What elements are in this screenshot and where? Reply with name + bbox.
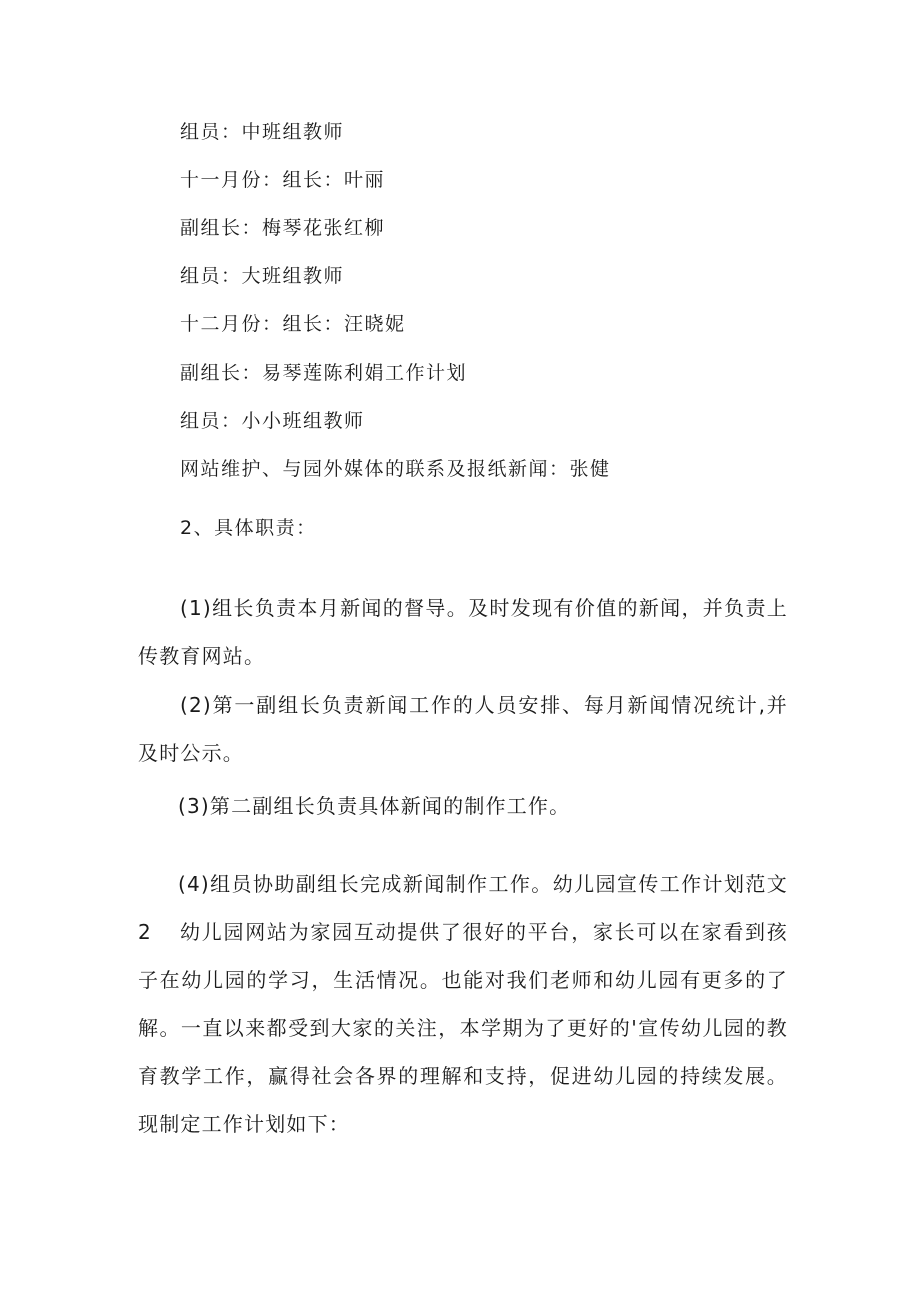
intro-paragraph: 幼儿园网站为家园互动提供了很好的平台，家长可以在家看到孩子在幼儿园的学习，生活情况。也能对我们老师和幼儿园有更多的了解。一直以来都受到大家的关注，本学期为了更好的'宣传幼儿园的教育教学工作，赢得社会各界的理解和支持，促进幼儿园的持续发展。现制定工作计划如下： xyxy=(138,920,788,1136)
text-line-vice-leader-nov: 副组长：梅琴花张红柳 xyxy=(180,217,386,239)
text-line-members-middle: 组员：中班组教师 xyxy=(180,121,345,143)
duty-item-4: (4)组员协助副组长完成新闻制作工作。幼儿园宣传工作计划范文2 xyxy=(138,872,788,944)
section-heading-duties: 2、具体职责： xyxy=(180,517,317,539)
text-line-vice-leader-dec: 副组长：易琴莲陈利娟工作计划 xyxy=(180,362,468,384)
text-line-december-leader: 十二月份：组长：汪晓妮 xyxy=(180,313,406,335)
text-line-members-senior: 组员：大班组教师 xyxy=(180,265,345,287)
text-line-members-junior: 组员：小小班组教师 xyxy=(180,410,365,432)
text-line-website-maintenance: 网站维护、与园外媒体的联系及报纸新闻：张健 xyxy=(180,458,611,480)
duty-item-2: (2)第一副组长负责新闻工作的人员安排、每月新闻情况统计,并及时公示。 xyxy=(138,693,788,765)
duty-item-3: (3)第二副组长负责具体新闻的制作工作。 xyxy=(178,794,571,818)
text-line-november-leader: 十一月份：组长：叶丽 xyxy=(180,169,386,191)
duty-item-1: (1)组长负责本月新闻的督导。及时发现有价值的新闻，并负责上传教育网站。 xyxy=(138,596,788,668)
